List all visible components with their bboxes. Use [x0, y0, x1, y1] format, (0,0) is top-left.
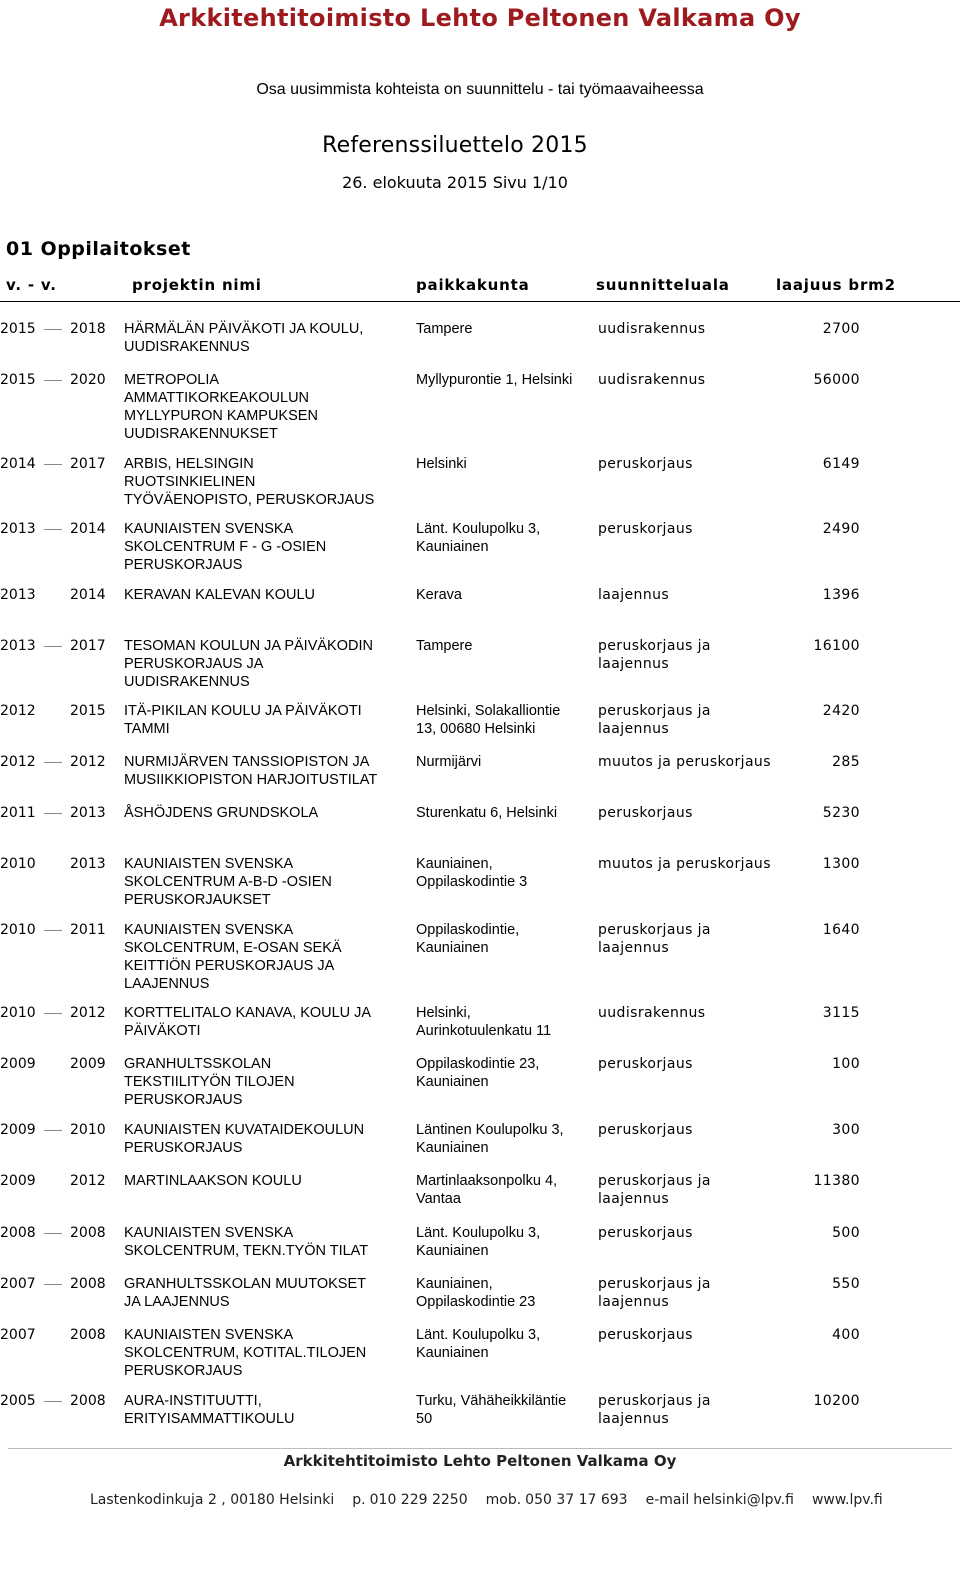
project-place: Länt. Koulupolku 3, Kauniainen: [416, 521, 541, 555]
project-area: uudisrakennus: [598, 372, 706, 388]
year-range-dash: [44, 1233, 62, 1234]
project-size: 1300: [822, 856, 860, 872]
project-size: 11380: [813, 1173, 860, 1189]
project-name: MARTINLAAKSON KOULU: [124, 1173, 302, 1189]
project-size: 3115: [822, 1005, 860, 1021]
project-name: AURA-INSTITUUTTI, ERITYISAMMATTIKOULU: [124, 1393, 295, 1427]
end-year: 2015: [70, 703, 106, 719]
project-size: 285: [832, 754, 860, 770]
start-year: 2012: [0, 754, 36, 770]
start-year: 2009: [0, 1173, 36, 1189]
end-year: 2011: [70, 922, 106, 938]
project-name: KAUNIAISTEN KUVATAIDEKOULUN PERUSKORJAUS: [124, 1122, 365, 1156]
project-size: 2490: [822, 521, 860, 537]
project-place: Kerava: [416, 587, 462, 603]
end-year: 2017: [70, 638, 106, 654]
footer-company: Arkkitehtitoimisto Lehto Peltonen Valkama Oy: [283, 1452, 677, 1470]
company-title: Arkkitehtitoimisto Lehto Peltonen Valkama Oy: [159, 4, 801, 32]
project-area: peruskorjaus: [598, 1056, 693, 1072]
project-size: 1396: [822, 587, 860, 603]
start-year: 2015: [0, 372, 36, 388]
project-area: peruskorjaus: [598, 1327, 693, 1343]
project-area: peruskorjaus ja laajennus: [598, 1173, 711, 1207]
project-place: Helsinki, Solakalliontie 13, 00680 Helsinki: [416, 703, 561, 737]
project-area: laajennus: [598, 587, 670, 603]
project-area: muutos ja peruskorjaus: [598, 856, 771, 872]
project-size: 10200: [813, 1393, 860, 1409]
project-name: HÄRMÄLÄN PÄIVÄKOTI JA KOULU, UUDISRAKENNUS: [124, 321, 364, 355]
end-year: 2012: [70, 1173, 106, 1189]
project-name: KAUNIAISTEN SVENSKA SKOLCENTRUM, E-OSAN SEKÄ KEITTIÖN PERUSKORJAUS JA LAAJENNUS: [124, 922, 342, 992]
year-range-dash: [44, 930, 62, 931]
project-place: Turku, Vähäheikkiläntie 50: [416, 1393, 567, 1427]
footer-address: Lastenkodinkuja 2 , 00180 Helsinki: [90, 1492, 335, 1508]
project-name: KORTTELITALO KANAVA, KOULU JA PÄIVÄKOTI: [124, 1005, 372, 1039]
year-range-dash: [44, 813, 62, 814]
project-area: uudisrakennus: [598, 1005, 706, 1021]
start-year: 2013: [0, 638, 36, 654]
project-area: peruskorjaus: [598, 521, 693, 537]
project-place: Kauniainen, Oppilaskodintie 23: [416, 1276, 536, 1310]
project-area: peruskorjaus ja laajennus: [598, 1393, 711, 1427]
project-place: Tampere: [416, 321, 473, 337]
project-place: Tampere: [416, 638, 473, 654]
project-size: 5230: [822, 805, 860, 821]
project-name: GRANHULTSSKOLAN TEKSTIILITYÖN TILOJEN PERUSKORJAUS: [124, 1056, 295, 1108]
project-name: KAUNIAISTEN SVENSKA SKOLCENTRUM, KOTITAL.TILOJEN PERUSKORJAUS: [124, 1327, 367, 1379]
project-area: peruskorjaus: [598, 1122, 693, 1138]
list-title: Referenssiluettelo 2015: [322, 133, 588, 158]
year-range-dash: [44, 464, 62, 465]
date-and-page: 26. elokuuta 2015 Sivu 1/10: [342, 173, 568, 192]
start-year: 2010: [0, 856, 36, 872]
project-place: Martinlaaksonpolku 4, Vantaa: [416, 1173, 558, 1207]
end-year: 2008: [70, 1225, 106, 1241]
subtitle: Osa uusimmista kohteista on suunnittelu - tai työmaavaiheessa: [256, 81, 704, 98]
project-name: ÅSHÖJDENS GRUNDSKOLA: [124, 805, 319, 821]
year-range-dash: [44, 1130, 62, 1131]
project-place: Oppilaskodintie, Kauniainen: [416, 922, 520, 956]
project-size: 550: [832, 1276, 860, 1292]
project-place: Sturenkatu 6, Helsinki: [416, 805, 558, 821]
start-year: 2012: [0, 703, 36, 719]
year-range-dash: [44, 1284, 62, 1285]
project-size: 16100: [813, 638, 860, 654]
project-name: KAUNIAISTEN SVENSKA SKOLCENTRUM, TEKN.TYÖN TILAT: [124, 1225, 369, 1259]
project-place: Nurmijärvi: [416, 754, 482, 770]
project-name: NURMIJÄRVEN TANSSIOPISTON JA MUSIIKKIOPISTON HARJOITUSTILAT: [124, 754, 378, 788]
project-place: Helsinki: [416, 456, 467, 472]
end-year: 2012: [70, 1005, 106, 1021]
start-year: 2007: [0, 1276, 36, 1292]
end-year: 2014: [70, 521, 106, 537]
year-range-dash: [44, 1401, 62, 1402]
end-year: 2013: [70, 805, 106, 821]
project-area: uudisrakennus: [598, 321, 706, 337]
end-year: 2013: [70, 856, 106, 872]
project-name: KAUNIAISTEN SVENSKA SKOLCENTRUM A-B-D -OSIEN PERUSKORJAUKSET: [124, 856, 332, 908]
project-place: Myllypurontie 1, Helsinki: [416, 372, 573, 388]
end-year: 2018: [70, 321, 106, 337]
project-name: KERAVAN KALEVAN KOULU: [124, 587, 315, 603]
end-year: 2008: [70, 1393, 106, 1409]
end-year: 2014: [70, 587, 106, 603]
year-range-dash: [44, 380, 62, 381]
project-area: muutos ja peruskorjaus: [598, 754, 771, 770]
year-range-dash: [44, 646, 62, 647]
start-year: 2014: [0, 456, 36, 472]
end-year: 2008: [70, 1276, 106, 1292]
project-area: peruskorjaus: [598, 456, 693, 472]
project-size: 56000: [813, 372, 860, 388]
project-place: Länt. Koulupolku 3, Kauniainen: [416, 1225, 541, 1259]
end-year: 2010: [70, 1122, 106, 1138]
project-name: ITÄ-PIKILAN KOULU JA PÄIVÄKOTI TAMMI: [124, 703, 362, 737]
year-range-dash: [44, 1013, 62, 1014]
project-area: peruskorjaus ja laajennus: [598, 1276, 711, 1310]
end-year: 2008: [70, 1327, 106, 1343]
project-size: 300: [832, 1122, 860, 1138]
year-range-dash: [44, 529, 62, 530]
footer-rule: [8, 1448, 952, 1449]
start-year: 2013: [0, 587, 36, 603]
column-header-area: suunnitteluala: [596, 276, 730, 294]
project-size: 1640: [822, 922, 860, 938]
project-place: Helsinki, Aurinkotuulenkatu 11: [416, 1005, 552, 1039]
project-name: GRANHULTSSKOLAN MUUTOKSET JA LAAJENNUS: [124, 1276, 366, 1310]
start-year: 2009: [0, 1122, 36, 1138]
project-size: 2420: [822, 703, 860, 719]
year-range-dash: [44, 329, 62, 330]
end-year: 2009: [70, 1056, 106, 1072]
footer-mobile-label: mob.: [485, 1492, 522, 1508]
project-size: 6149: [822, 456, 860, 472]
project-place: Kauniainen, Oppilaskodintie 3: [416, 856, 528, 890]
footer-mobile: 050 37 17 693: [525, 1492, 628, 1508]
project-area: peruskorjaus ja laajennus: [598, 703, 711, 737]
project-place: Oppilaskodintie 23, Kauniainen: [416, 1056, 540, 1090]
section-title: 01 Oppilaitokset: [6, 238, 191, 260]
project-size: 2700: [822, 321, 860, 337]
project-size: 500: [832, 1225, 860, 1241]
start-year: 2008: [0, 1225, 36, 1241]
column-header-size: laajuus brm2: [776, 276, 896, 294]
end-year: 2020: [70, 372, 106, 388]
project-place: Läntinen Koulupolku 3, Kauniainen: [416, 1122, 564, 1156]
column-header-place: paikkakunta: [416, 276, 530, 294]
end-year: 2017: [70, 456, 106, 472]
project-area: peruskorjaus: [598, 805, 693, 821]
project-name: METROPOLIA AMMATTIKORKEAKOULUN MYLLYPURON KAMPUKSEN UUDISRAKENNUKSET: [124, 372, 318, 442]
project-size: 100: [832, 1056, 860, 1072]
project-name: KAUNIAISTEN SVENSKA SKOLCENTRUM F - G -OSIEN PERUSKORJAUS: [124, 521, 327, 573]
start-year: 2010: [0, 922, 36, 938]
start-year: 2005: [0, 1393, 36, 1409]
project-place: Länt. Koulupolku 3, Kauniainen: [416, 1327, 541, 1361]
end-year: 2012: [70, 754, 106, 770]
project-area: peruskorjaus: [598, 1225, 693, 1241]
footer-contact: [90, 1492, 901, 1508]
footer-email[interactable]: helsinki@lpv.fi: [693, 1492, 794, 1508]
project-area: peruskorjaus ja laajennus: [598, 922, 711, 956]
project-name: ARBIS, HELSINGIN RUOTSINKIELINEN TYÖVÄENOPISTO, PERUSKORJAUS: [124, 456, 375, 508]
project-name: TESOMAN KOULUN JA PÄIVÄKODIN PERUSKORJAUS JA UUDISRAKENNUS: [124, 638, 373, 690]
start-year: 2011: [0, 805, 36, 821]
footer-web[interactable]: www.lpv.fi: [811, 1492, 883, 1508]
start-year: 2007: [0, 1327, 36, 1343]
project-area: peruskorjaus ja laajennus: [598, 638, 711, 672]
year-range-dash: [44, 762, 62, 763]
column-header-name: projektin nimi: [132, 276, 262, 294]
start-year: 2010: [0, 1005, 36, 1021]
footer-phone-label: p.: [352, 1492, 366, 1508]
column-header-years: v. - v.: [6, 276, 57, 294]
start-year: 2015: [0, 321, 36, 337]
footer-phone: 010 229 2250: [369, 1492, 468, 1508]
start-year: 2009: [0, 1056, 36, 1072]
footer-email-label: e-mail: [645, 1492, 690, 1508]
start-year: 2013: [0, 521, 36, 537]
project-size: 400: [832, 1327, 860, 1343]
